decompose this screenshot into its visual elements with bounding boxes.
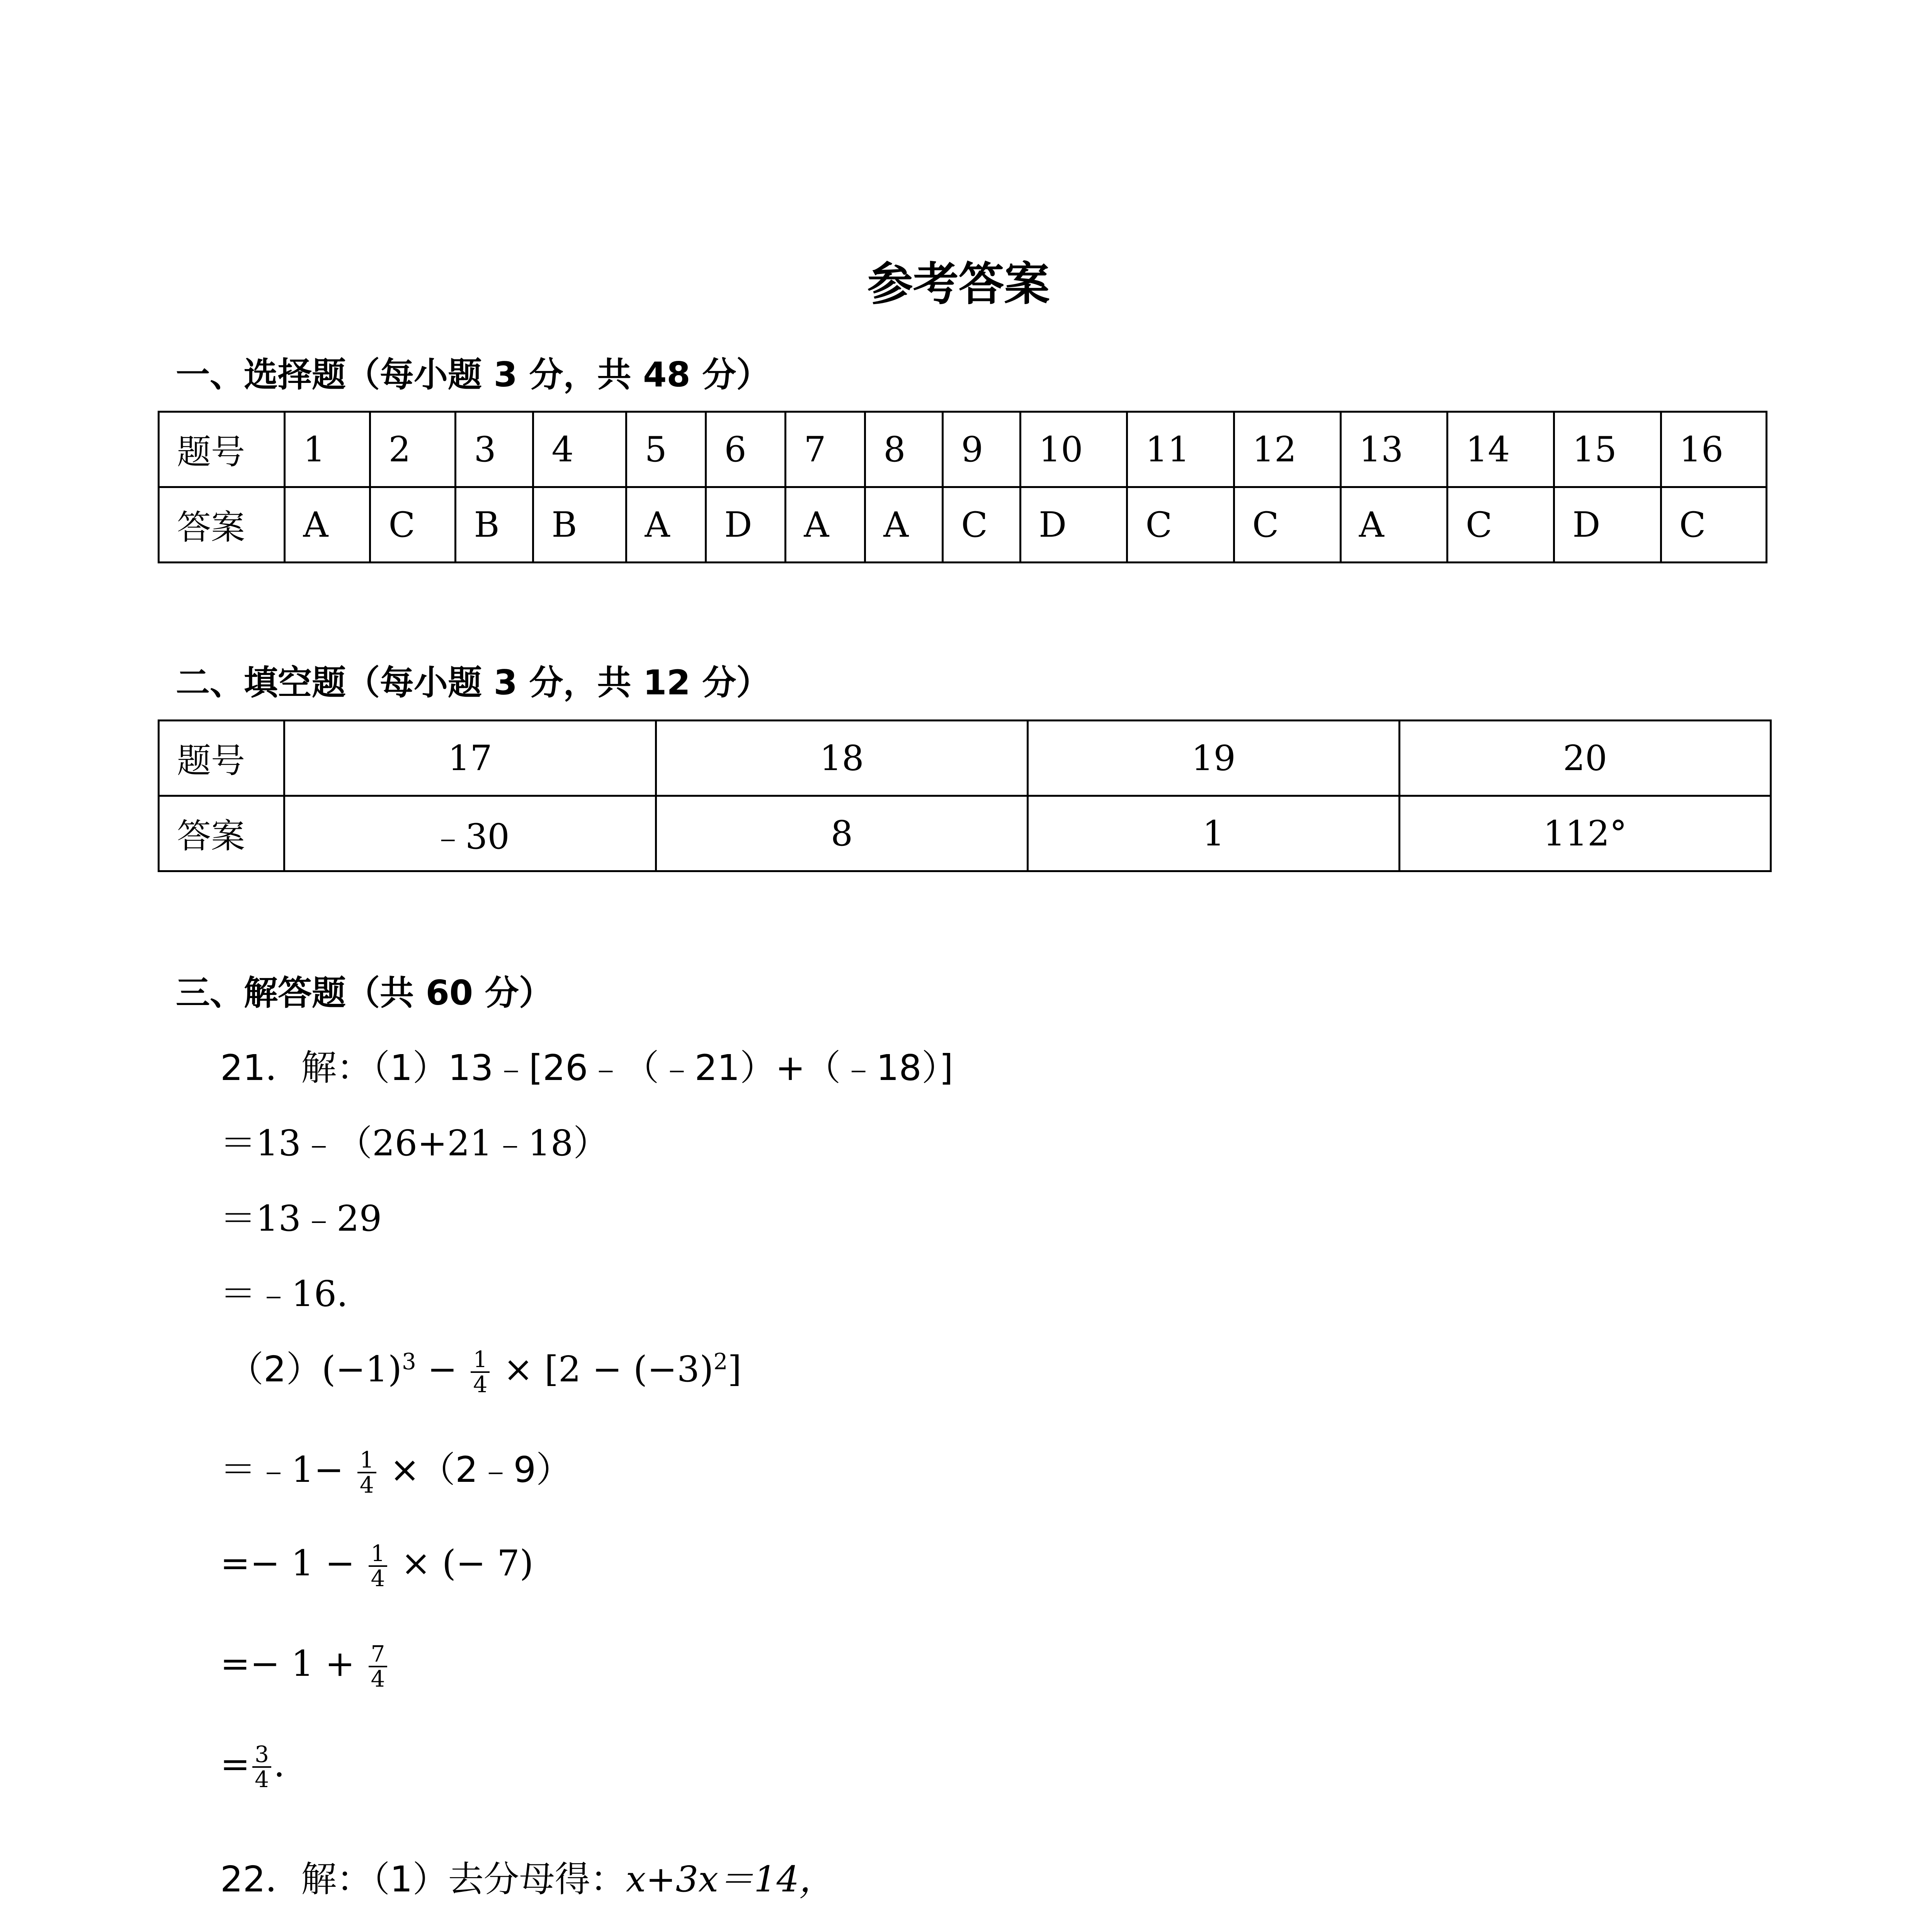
page-title: 参考答案 <box>867 257 1050 311</box>
table-cell: C <box>1234 487 1340 563</box>
table-row-answers <box>159 487 1767 563</box>
q21-line-9-a: = <box>220 1743 250 1785</box>
q21-line-9-b: . <box>274 1743 285 1785</box>
table-cell: 9 <box>943 412 1021 487</box>
table-cell: C <box>1127 487 1234 563</box>
table-cell: 6 <box>706 412 786 487</box>
q21-part2-expression <box>228 1341 742 1396</box>
fill-blank-answer-table <box>158 719 1772 872</box>
table-cell: A <box>865 487 943 563</box>
table-row-question-numbers <box>159 412 1767 487</box>
row-label-question: 题号 <box>159 412 285 487</box>
q21-line-7-a: =− 1 − <box>220 1542 355 1584</box>
table-cell: 20 <box>1400 721 1771 796</box>
table-cell: C <box>1661 487 1766 563</box>
table-cell: C <box>370 487 456 563</box>
fraction-numerator: 1 <box>357 1448 376 1473</box>
fraction-numerator: 3 <box>252 1743 271 1768</box>
section-heading-fill-blank: 二、填空题（每小题 3 分，共 12 分） <box>176 663 771 702</box>
q21-part2-label: （2） <box>228 1349 322 1390</box>
table-cell: 17 <box>284 721 656 796</box>
q21-line-9 <box>220 1743 285 1791</box>
fraction-denominator: 4 <box>473 1371 488 1398</box>
table-cell: ﹣30 <box>284 796 656 871</box>
q21-part2-exponent-2: 2 <box>713 1348 728 1375</box>
table-cell: D <box>706 487 786 563</box>
q21-part2-term-c: × [2 − (−3) <box>503 1349 714 1390</box>
fraction-numerator: 1 <box>369 1542 388 1567</box>
q21-line-7 <box>220 1542 534 1590</box>
table-cell: C <box>943 487 1021 563</box>
q21-part2-exponent-3: 3 <box>401 1348 416 1375</box>
table-cell: A <box>285 487 370 563</box>
q22-line-1 <box>220 1851 835 1902</box>
section-heading-solutions: 三、解答题（共 60 分） <box>176 973 553 1013</box>
q21-part2-term-d: ] <box>728 1349 742 1390</box>
q21-line-4: ＝﹣16. <box>220 1273 348 1315</box>
fraction-denominator: 4 <box>359 1472 374 1498</box>
table-cell: 112° <box>1400 796 1771 871</box>
q21-line-2: ＝13﹣（26+21﹣18） <box>220 1122 609 1164</box>
table-cell: 5 <box>626 412 706 487</box>
table-cell: A <box>626 487 706 563</box>
table-cell: B <box>533 487 626 563</box>
table-cell: C <box>1448 487 1554 563</box>
table-cell: 1 <box>285 412 370 487</box>
q21-line-6-a: ＝﹣1− <box>220 1449 344 1490</box>
q21-line-1: 21．解：（1）13﹣[26﹣（﹣21）+（﹣18）] <box>220 1047 953 1088</box>
table-cell: 11 <box>1127 412 1234 487</box>
table-cell: 16 <box>1661 412 1766 487</box>
table-cell: 8 <box>865 412 943 487</box>
table-cell: 8 <box>656 796 1028 871</box>
q22-line-1-a: 22．解：（1）去分母得： <box>220 1859 626 1900</box>
table-cell: 18 <box>656 721 1028 796</box>
fraction-numerator: 1 <box>471 1348 490 1373</box>
q21-line-8 <box>220 1642 390 1691</box>
fraction-denominator: 4 <box>371 1565 385 1592</box>
q21-part2-term-a: (−1) <box>321 1349 402 1390</box>
table-cell: A <box>786 487 865 563</box>
fraction-seven-quarters <box>369 1642 388 1691</box>
row-label-question: 题号 <box>159 721 284 796</box>
table-cell: 4 <box>533 412 626 487</box>
table-cell: 1 <box>1028 796 1400 871</box>
q21-line-6 <box>220 1441 572 1497</box>
q21-line-7-b: × (− 7) <box>401 1542 534 1584</box>
table-cell: 10 <box>1021 412 1127 487</box>
table-row-question-numbers <box>159 721 1771 796</box>
table-cell: 7 <box>786 412 865 487</box>
table-cell: D <box>1021 487 1127 563</box>
q21-line-3: ＝13﹣29 <box>220 1198 382 1239</box>
fraction-one-quarter <box>471 1348 490 1396</box>
table-cell: 13 <box>1340 412 1447 487</box>
table-cell: 3 <box>456 412 533 487</box>
table-cell: 14 <box>1448 412 1554 487</box>
table-cell: 15 <box>1554 412 1661 487</box>
q21-line-8-a: =− 1 + <box>220 1643 355 1684</box>
table-cell: 12 <box>1234 412 1340 487</box>
table-cell: D <box>1554 487 1661 563</box>
fraction-denominator: 4 <box>371 1665 385 1692</box>
fraction-one-quarter <box>357 1448 376 1497</box>
fraction-denominator: 4 <box>255 1766 269 1793</box>
row-label-answer: 答案 <box>159 487 285 563</box>
table-cell: 2 <box>370 412 456 487</box>
q22-line-1-b: x+3x＝14， <box>626 1859 835 1900</box>
table-row-answers <box>159 796 1771 871</box>
table-cell: A <box>1340 487 1447 563</box>
fraction-three-quarters <box>252 1743 271 1791</box>
choice-answer-table <box>158 411 1767 563</box>
fraction-one-quarter <box>369 1542 388 1590</box>
fraction-numerator: 7 <box>369 1642 388 1667</box>
q21-line-6-b: ×（2﹣9） <box>390 1449 572 1490</box>
row-label-answer: 答案 <box>159 796 284 871</box>
q22-line-2 <box>220 1926 665 1932</box>
table-cell: B <box>456 487 533 563</box>
table-cell: 19 <box>1028 721 1400 796</box>
section-heading-choice: 一、选择题（每小题 3 分，共 48 分） <box>176 355 771 395</box>
q21-part2-minus: − <box>427 1349 458 1390</box>
